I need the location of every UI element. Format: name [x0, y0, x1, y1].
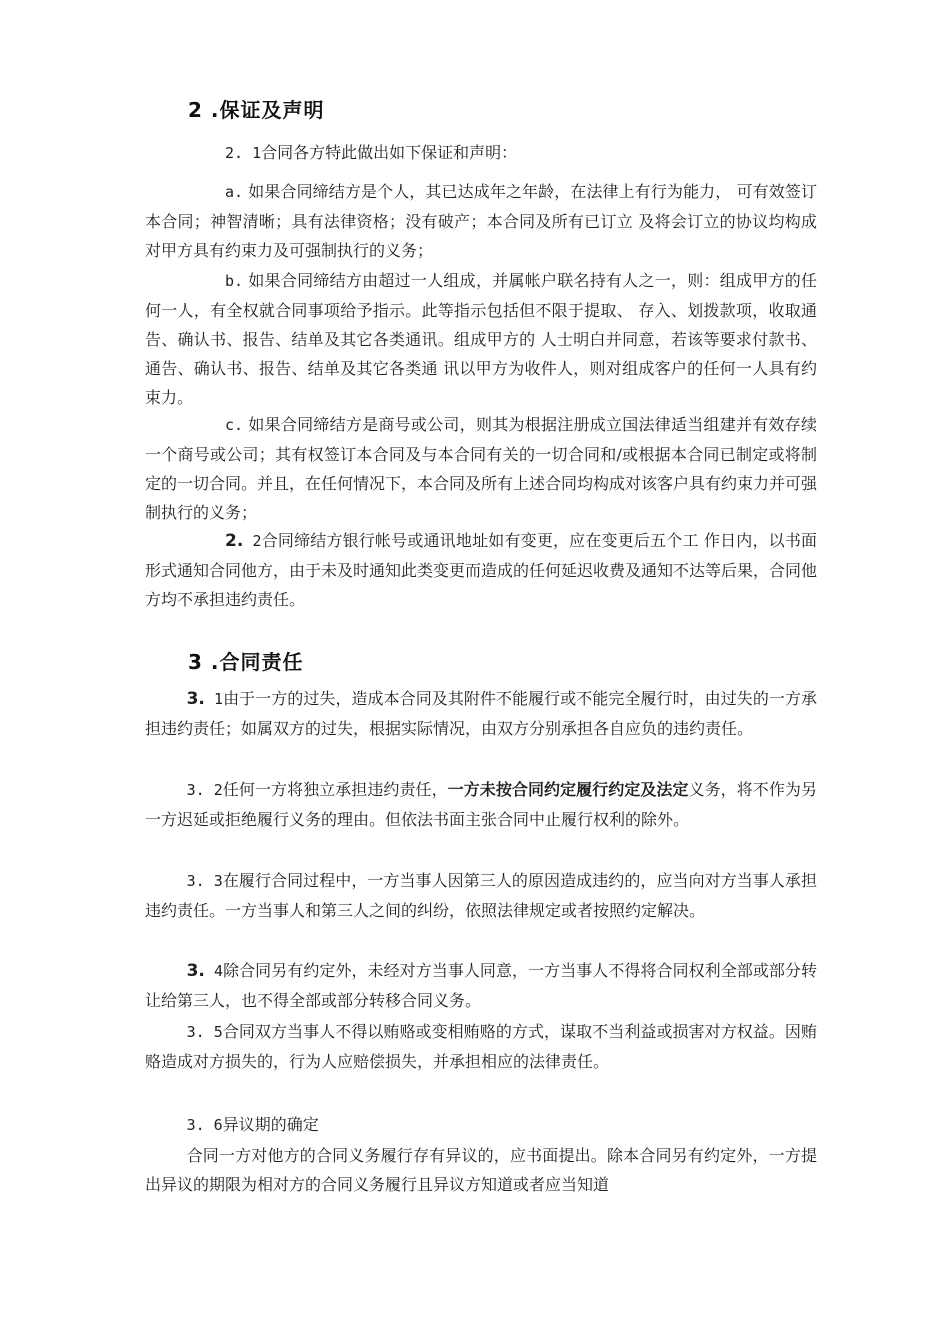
clause-3-3 [145, 866, 817, 925]
clause-number: 3. 6 [186, 1116, 223, 1134]
section-3-heading: 3 .合同责任 [188, 650, 304, 674]
clause-text: 任何一方将独立承担违约责任， [222, 780, 448, 799]
clause-3-6 [145, 1110, 817, 1140]
clause-number-bold: 3. [186, 961, 205, 981]
clause-3-6-body: 合同一方对他方的合同义务履行存有异议的，应书面提出。除本合同另有约定外，一方提出异议的期限为相对方的合同义务履行且异议方知道或者应当知道 [145, 1146, 817, 1194]
item-label: a. [225, 183, 244, 201]
clause-text: 合同双方当事人不得以贿赂或变相贿赂的方式，谋取不当利益或损害对方权益。因贿赂造成对方损失的，行为人应赔偿损失，并承担相应的法律责任。 [145, 1022, 817, 1071]
clause-number: 3. 3 [186, 872, 223, 890]
clause-text: 义务，将不作为另一方迟延或拒绝履行义务的理由。但依法书面主张合同中止履行权利的除外。 [145, 780, 817, 829]
clause-3-2 [145, 775, 817, 834]
item-label: b. [225, 272, 244, 290]
clause-number: 1 [204, 690, 224, 708]
item-label: c. [225, 416, 244, 434]
clause-3-5 [145, 1017, 817, 1076]
clause-text: 异议期的确定 [222, 1115, 319, 1134]
clause-2-1-a [145, 177, 817, 265]
clause-text: 如果合同缔结方由超过一人组成，并属帐户联名持有人之一，则：组成甲方的任何一人，有全权就合同事项给予指示。此等指示包括但不限于提取、 存入、划拨款项，收取通告、确认书、报告、结单及其它各类通讯。组成甲方的 人士明白并同意，若该等要求付款书、通告、确认书、报告、结单及其它各类通 讯以甲方为收件人，则对组成客户的任何一人具有约束力。 [145, 271, 817, 407]
clause-number: 3. 2 [186, 781, 223, 799]
clause-2-1 [145, 138, 817, 168]
section-2-heading: 2 .保证及声明 [188, 98, 325, 122]
clause-number-bold: 2. [225, 531, 244, 551]
clause-2-1-b [145, 266, 817, 412]
clause-text: 在履行合同过程中，一方当事人因第三人的原因造成违约的，应当向对方当事人承担违约责任。一方当事人和第三人之间的纠纷，依照法律规定或者按照约定解决。 [145, 871, 817, 920]
clause-number: 2 [243, 532, 262, 550]
clause-2-2 [145, 526, 817, 614]
clause-number-bold: 3. [186, 689, 205, 709]
clause-number: 2. 1 [225, 144, 262, 162]
clause-3-1 [145, 684, 817, 743]
clause-3-4 [145, 956, 817, 1015]
emphasized-text: 一方未按合同约定履行约定及法定 [447, 780, 689, 799]
clause-text: 合同各方特此做出如下保证和声明： [261, 143, 518, 162]
clause-text: 除合同另有约定外，未经对方当事人同意，一方当事人不得将合同权利全部或部分转让给第三人，也不得全部或部分转移合同义务。 [145, 961, 817, 1010]
clause-text: 如果合同缔结方是商号或公司，则其为根据注册成立国法律适当组建并有效存续一个商号或公司；其有权签订本合同及与本合同有关的一切合同和/或根据本合同已制定或将制定的一切合同。并且，在任何情况下，本合同及所有上述合同均构成对该客户具有约束力并可强制执行的义务； [145, 415, 818, 522]
clause-number: 3. 5 [186, 1023, 223, 1041]
clause-text: 如果合同缔结方是个人，其已达成年之年龄，在法律上有行为能力， 可有效签订本合同；神智清晰；具有法律资格；没有破产；本合同及所有已订立 及将会订立的协议均构成对甲方具有约束力及可强制执行的义务； [145, 182, 817, 260]
clause-2-1-c [145, 410, 817, 527]
clause-number: 4 [204, 962, 224, 980]
clause-text: 合同缔结方银行帐号或通讯地址如有变更，应在变更后五个工 作日内，以书面形式通知合同他方，由于未及时通知此类变更而造成的任何延迟收费及通知不达等后果，合同他方均不承担违约责任。 [145, 531, 818, 609]
clause-text: 由于一方的过失，造成本合同及其附件不能履行或不能完全履行时，由过失的一方承担违约责任；如属双方的过失，根据实际情况，由双方分别承担各自应负的违约责任。 [145, 689, 817, 738]
